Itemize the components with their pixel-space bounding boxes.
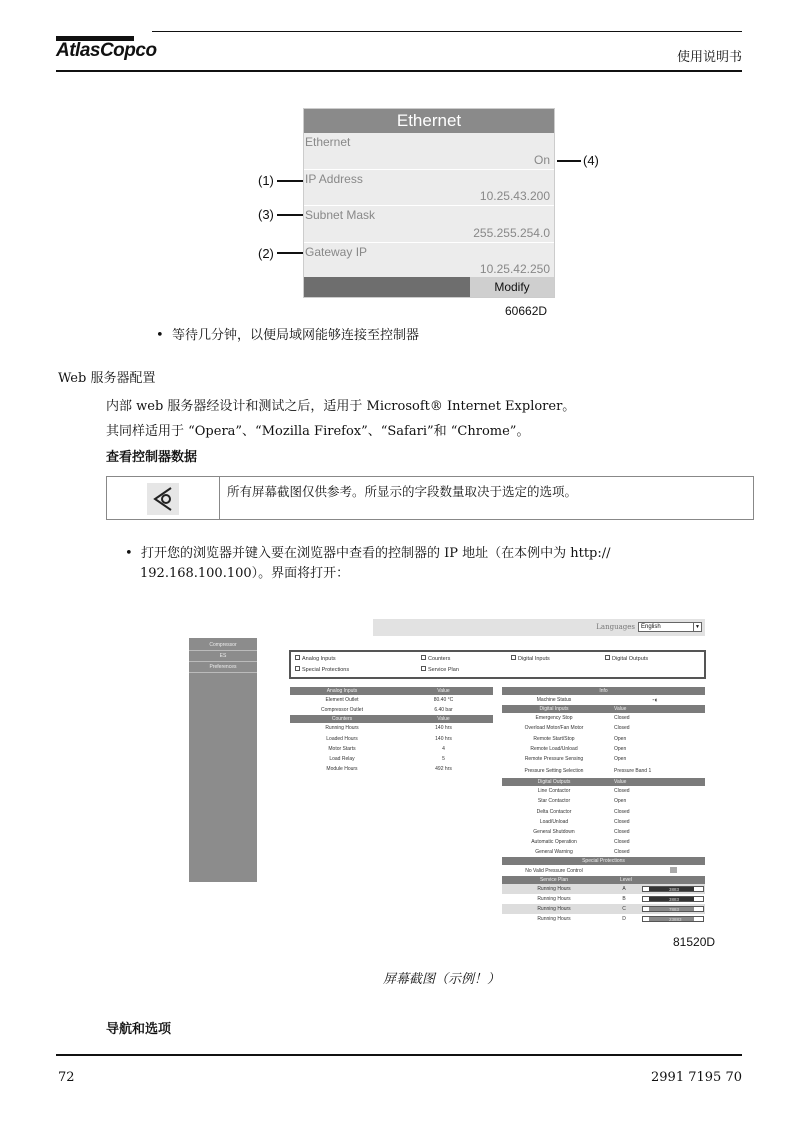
cell: 5 (442, 756, 445, 763)
cell: Running Hours (537, 916, 571, 923)
checkbox-icon (421, 655, 426, 660)
subheading: 查看控制器数据 (106, 450, 198, 465)
chevron-down-icon: ▼ (693, 623, 701, 631)
table-row (502, 754, 705, 764)
header-cell: Value (437, 688, 450, 694)
cell: Loaded Hours (326, 735, 358, 742)
level-bar (642, 916, 704, 922)
callout-line (557, 160, 581, 162)
option-label: Special Protections (302, 667, 350, 673)
figure-caption: 屏幕截图（示例！） (383, 972, 501, 987)
header-cell: Counters (331, 716, 353, 723)
cell: 6.40 bar (434, 707, 453, 714)
header-cell: Service Plan (539, 876, 569, 883)
row-label: IP Address (305, 171, 363, 186)
machine-status-icon: -◐ (652, 696, 659, 704)
level-bar (642, 886, 704, 892)
table-row (502, 884, 705, 894)
option-service-plan[interactable] (421, 667, 459, 673)
level-bar (642, 906, 704, 912)
cell: Closed (614, 788, 630, 795)
row-label: Subnet Mask (305, 208, 376, 222)
row-label: Ethernet (305, 135, 351, 149)
table-row (290, 705, 493, 715)
bullet-1: • 等待几分钟，以便局域网能够连接至控制器 (156, 328, 419, 343)
cell: Emergency Stop (535, 715, 573, 722)
cell: Running Hours (537, 885, 571, 892)
figure-code: 60662D (505, 304, 548, 318)
table-row (290, 754, 493, 764)
note-text: 所有屏幕截图仅供参考。所显示的字段数量取决于选定的选项。 (227, 484, 578, 499)
sidebar-item-compressor[interactable]: Compressor (189, 640, 257, 651)
table-row (290, 764, 493, 774)
option-special-protections[interactable] (295, 667, 349, 673)
checkbox-icon (605, 655, 610, 660)
analog-inputs-header (290, 687, 493, 695)
cell: Open (614, 745, 627, 752)
cell: General Shutdown (533, 828, 575, 835)
row-value: On (533, 152, 550, 167)
sidebar-item-es[interactable]: ES (189, 651, 257, 662)
service-plan-header (502, 876, 705, 884)
option-counters[interactable] (421, 656, 450, 662)
header-title: 使用说明书 (676, 50, 742, 65)
level-fill: 7883 (649, 907, 694, 911)
note-divider (219, 477, 220, 519)
cell: Closed (614, 818, 630, 825)
note-box (106, 476, 754, 520)
cell: Running Hours (537, 906, 571, 913)
table-row (502, 807, 705, 817)
bullet-1-text: 等待几分钟，以便局域网能够连接至控制器 (171, 328, 419, 343)
table-row (502, 865, 705, 875)
table-row (502, 734, 705, 744)
header-rule-bottom (56, 70, 742, 72)
cell: Pressure Band 1 (614, 767, 652, 774)
cell: Remote Load/Unload (530, 745, 578, 752)
table-row (502, 847, 705, 857)
ethernet-row-gateway (304, 243, 554, 280)
header-cell: Value (614, 779, 627, 786)
cell: Closed (614, 828, 630, 835)
table-row (502, 837, 705, 847)
cell: 140 hrs (435, 725, 452, 732)
bullet-2-line1: 打开您的浏览器并键入要在浏览器中查看的控制器的 IP 地址（在本例中为 http:// (140, 546, 611, 561)
digital-inputs-header (502, 705, 705, 713)
cell: Remote Start/Stop (533, 735, 575, 742)
ethernet-row-ethernet (304, 133, 554, 170)
table-row (502, 817, 705, 827)
cell: 4 (442, 745, 445, 752)
cell: Closed (614, 725, 630, 732)
cell: Element Outlet (325, 697, 359, 704)
option-label: Digital Inputs (518, 656, 550, 662)
cell: Load Relay (329, 756, 355, 763)
special-protections-header: Special Protections (502, 857, 705, 865)
table-row (290, 734, 493, 744)
level-fill: 23883 (649, 917, 694, 921)
language-select[interactable] (638, 622, 702, 632)
left-tables (290, 687, 493, 774)
table-row (502, 786, 705, 796)
table-row (502, 744, 705, 754)
ethernet-screen (303, 108, 555, 298)
cell: Delta Contactor (536, 808, 572, 815)
checkbox-icon (421, 666, 426, 671)
cell: A (622, 885, 626, 892)
option-label: Analog Inputs (302, 656, 336, 662)
cell: Compressor Outlet (321, 707, 363, 714)
cell: Star Contactor (537, 798, 571, 805)
row-value: 10.25.43.200 (479, 189, 550, 203)
callout-line (277, 252, 303, 254)
row-value: 255.255.254.0 (473, 225, 550, 240)
callout-3: (3) (258, 207, 274, 222)
cell: Running Hours (325, 725, 359, 732)
cell: Overload Motor/Fan Motor (524, 725, 584, 732)
callout-1: (1) (258, 173, 274, 188)
page-number: 72 (58, 1070, 75, 1085)
cell: Load/Unload (539, 818, 569, 825)
cell: Automatic Operation (531, 839, 577, 846)
cell: Closed (614, 715, 630, 722)
option-label: Service Plan (428, 667, 459, 673)
bullet-2: • 打开您的浏览器并键入要在浏览器中查看的控制器的 IP 地址（在本例中为 http:// (125, 546, 611, 561)
table-row (502, 695, 705, 705)
table-row (502, 723, 705, 733)
bottom-heading: 导航和选项 (106, 1022, 172, 1037)
callout-line (277, 180, 303, 182)
option-digital-outputs[interactable] (605, 656, 648, 662)
option-label: Digital Outputs (612, 656, 649, 662)
cell: Closed (614, 849, 630, 856)
cell: Remote Pressure Sensing (524, 756, 584, 763)
cell: No Valid Pressure Control (525, 867, 583, 874)
level-fill: 3883 (649, 897, 694, 901)
option-label: Counters (428, 656, 451, 662)
level-bar (642, 896, 704, 902)
cell: 140 hrs (435, 735, 452, 742)
checkbox-icon (511, 655, 516, 660)
section-title: Web 服务器配置 (58, 371, 156, 386)
ethernet-row-ip (304, 170, 554, 207)
cell: C (622, 906, 626, 913)
right-tables (502, 687, 705, 924)
option-analog-inputs[interactable] (295, 656, 336, 662)
options-panel (289, 650, 706, 679)
checkbox-icon (295, 666, 300, 671)
eye-icon (147, 483, 179, 515)
paragraph-2: 其同样适用于 “Opera”、“Mozilla Firefox”、“Safari”和 “Chrome”。 (106, 424, 530, 439)
language-value: English (641, 624, 661, 630)
digital-outputs-header (502, 778, 705, 786)
header-cell: Value (614, 706, 627, 713)
table-row (502, 796, 705, 806)
table-row (502, 764, 705, 778)
web-sidebar (189, 638, 257, 882)
table-row (290, 695, 493, 705)
cell: Motor Starts (328, 745, 356, 752)
cell: B (622, 895, 626, 902)
row-value: 10.25.42.250 (479, 262, 550, 276)
atlas-copco-logo: AtlasCopco (56, 40, 157, 61)
table-row (502, 713, 705, 723)
paragraph-1: 内部 web 服务器经设计和测试之后，适用于 Microsoft® Internet Explorer。 (106, 399, 576, 414)
cell: Closed (614, 808, 630, 815)
header-cell: Value (437, 716, 450, 723)
cell: 492 hrs (435, 766, 452, 773)
callout-4: (4) (583, 153, 599, 168)
row-label: Gateway IP (305, 244, 368, 259)
level-fill: 3883 (649, 887, 694, 891)
language-bar (373, 619, 705, 636)
cell: Running Hours (537, 895, 571, 902)
option-digital-inputs[interactable] (511, 656, 550, 662)
status-indicator-icon (606, 867, 705, 875)
ethernet-title: Ethernet (304, 109, 554, 133)
info-header: Info (502, 687, 705, 695)
cell: D (622, 916, 626, 923)
table-row (290, 744, 493, 754)
header-cell: Analog Inputs (326, 688, 358, 694)
ethernet-row-subnet (304, 206, 554, 243)
cell: Pressure Setting Selection (524, 768, 584, 775)
cell: Open (614, 735, 627, 742)
languages-label: Languages (596, 623, 635, 631)
sidebar-item-preferences[interactable]: Preferences (189, 662, 257, 673)
checkbox-icon (295, 655, 300, 660)
callout-line (277, 214, 303, 216)
header-cell: Digital Inputs (539, 706, 569, 713)
figure-code-2: 81520D (673, 935, 716, 949)
table-row (502, 904, 705, 914)
cell: Open (614, 756, 627, 763)
header-cell: Digital Outputs (537, 779, 571, 786)
modify-button[interactable]: Modify (470, 277, 554, 297)
document-number: 2991 7195 70 (651, 1070, 742, 1085)
cell: General Warning (535, 849, 573, 856)
table-row (502, 894, 705, 904)
footer-rule (56, 1054, 742, 1056)
cell: Closed (614, 839, 630, 846)
cell: Line Contactor (537, 788, 571, 795)
cell: Module Hours (326, 766, 358, 773)
cell: Machine Status (536, 697, 572, 704)
table-row (502, 827, 705, 837)
counters-header (290, 715, 493, 723)
cell: Open (614, 798, 627, 805)
header-rule-top (152, 31, 742, 32)
callout-2: (2) (258, 246, 274, 261)
cell: 80.40 °C (433, 697, 454, 704)
table-row (290, 723, 493, 733)
header-cell: Level (620, 876, 632, 883)
bullet-2-line2: 192.168.100.100）。界面将打开： (140, 566, 350, 581)
table-row (502, 914, 705, 924)
